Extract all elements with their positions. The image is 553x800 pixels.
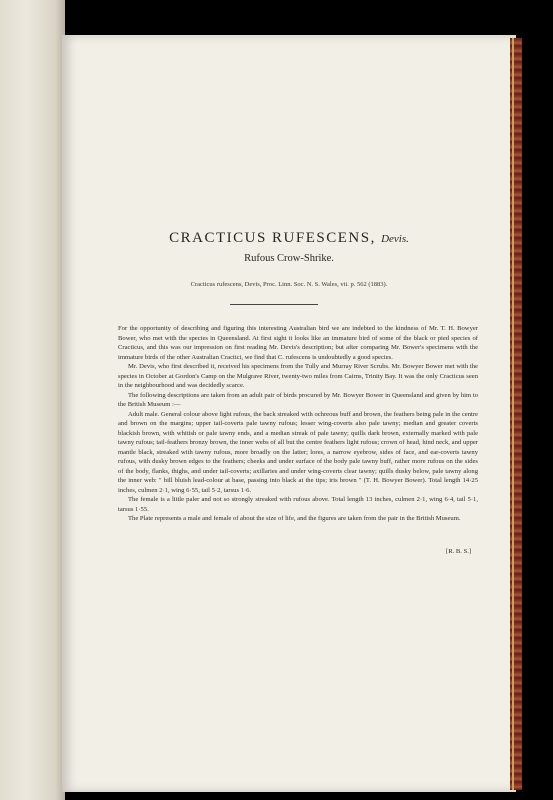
page-title <box>62 230 516 247</box>
paragraph-distribution: Mr. Devis, who first described it, received his specimens from the Tully and Murray River Scrubs. Mr. Bowyer Bower met with the species in October at Gordon's Camp on the Mulgrave River, twenty-two miles from Cairns, Trinity Bay. It was the only Cracticus seen in the neighbourhood and was decidedly scarce. <box>118 363 478 389</box>
paragraph-intro: For the opportunity of describing and figuring this interesting Australian bird we are indebted to the kindness of Mr. T. H. Bowyer Bower, who met with the species in Queensland. At first sight it looks like an immature bird of some of the black or pied species of Cracticus, and this was our impression on first reading Mr. Devis's description; but after comparing Mr. Bower's specimens with the immature birds of the other Australian Cractici, we find that C. rufescens is undoubtedly a good species. <box>118 325 478 361</box>
book-gutter <box>0 0 65 800</box>
page-subtitle: Rufous Crow-Shrike. <box>244 253 334 264</box>
author-initials: [R. B. S.] <box>446 548 472 555</box>
paragraph-adult-male: Adult male. General colour above light rufous, the back streaked with ochreous buff and brown, the feathers being pale in the centre and brown on the margins; upper tail-coverts pale tawny rufous; lesser wing-coverts also pale tawny; median and greater coverts blackish brown, with whitish or pale tawny ends, and a median streak of pale tawny; quills dark brown, externally marked with pale tawny rufous; tail-feathers bronzy brown, the inner webs of all but the centre feathers light rufous; crown of head, hind neck, and upper mantle black, streaked with tawny rufous, more broadly on the latter; lores, a narrow eyebrow, sides of face, and ear-coverts tawny rufous, with dusky brown edges to the feathers; cheeks and under surface of the body pale tawny buff, rather more rufous on the sides of the body, flanks, thighs, and under tail-coverts; axillaries and under wing-coverts clear tawny; quills dusky below, pale tawny along the inner web: " bill bluish lead-colour at base, passing into black at the tips; iris brown " (T. H. Bowyer Bower). Total length 14·25 inches, culmen 2·1, wing 6·55, tail 5·2, tarsus 1·6. <box>118 410 478 494</box>
title-species: CRACTICUS RUFESCENS, <box>169 230 376 246</box>
paragraph-descriptions-intro: The following descriptions are taken from an adult pair of birds procured by Mr. Bowyer Bower in Queensland and given by him to the British Museum :— <box>118 391 478 408</box>
paragraph-plate: The Plate represents a male and female of about the size of life, and the figures are taken from the pair in the British Museum. <box>128 515 461 522</box>
body-text <box>118 324 478 524</box>
gilt-edge-line <box>512 38 514 790</box>
divider-rule <box>230 304 318 305</box>
literature-reference: Cracticus rufescens, Devis, Proc. Linn. Soc. N. S. Wales, vii. p. 562 (1883). <box>190 281 388 288</box>
title-author: Devis. <box>381 233 409 245</box>
paragraph-female: The female is a little paler and not so strongly streaked with rufous above. Total length 13 inches, culmen 2·1, wing 6·4, tail 5·1, tarsus 1·55. <box>118 496 478 513</box>
